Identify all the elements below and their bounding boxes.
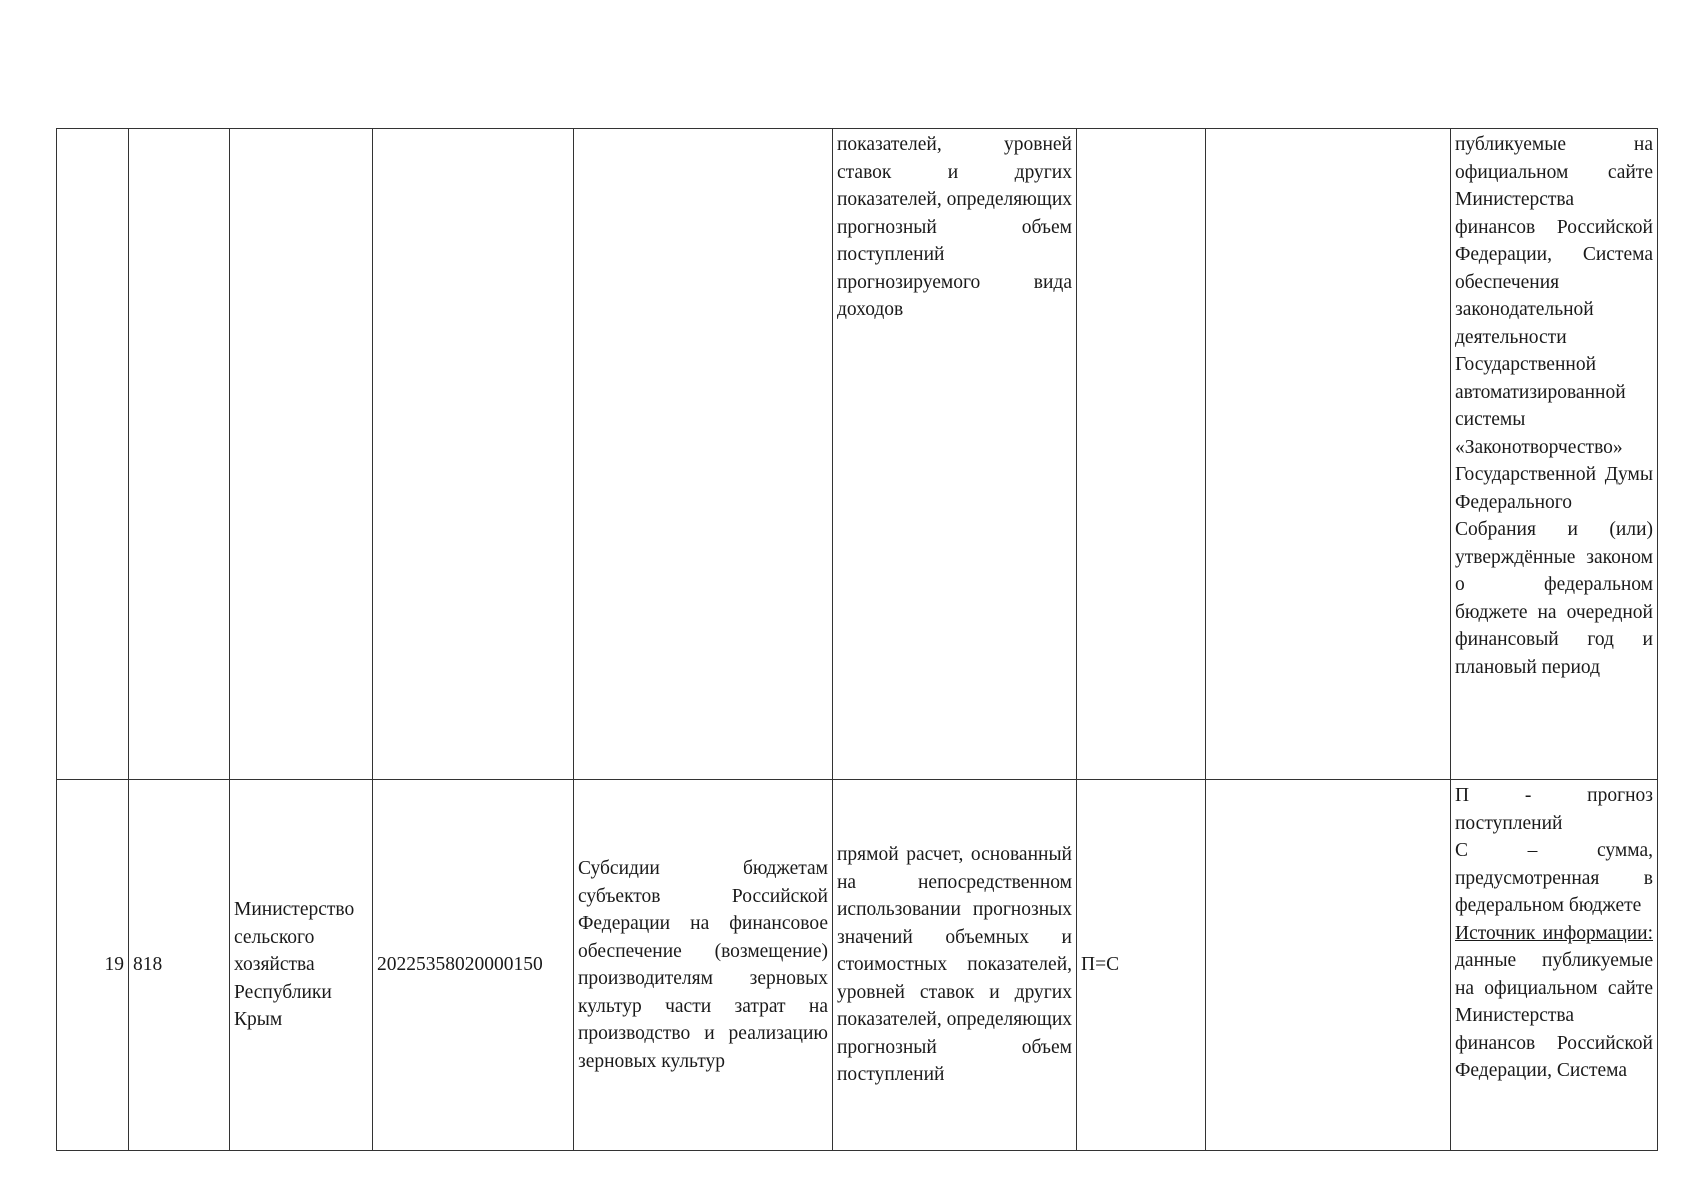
table-row-continued [57,129,1658,780]
table-row-19 [57,780,1658,1151]
cell-algorithm [1206,780,1451,1151]
desc-line-p: П - прогноз поступлений [1455,785,1653,834]
source-text: данные публикуемые на официальном сайте Министерства финансов Российской Федерации, Система [1455,950,1653,1081]
cell-admin-code: 818 [129,780,230,1151]
cell-description: публикуемые на официальном сайте Министерства финансов Российской Федерации, Система обеспечения законодательной деятельности Государственной автоматизированной системы «Законотворчество» Государственной Думы Федерального Собрания и (или) утверждённые законом о федеральном бюджете на очередной финансовый год и плановый период [1451,129,1658,780]
cell-admin-name [230,129,373,780]
cell-kbk [373,129,574,780]
desc-source [1455,920,1653,1085]
cell-revenue-name: Субсидии бюджетам субъектов Российской Федерации на финансовое обеспечение (возмещение) производителям зерновых культур части затрат на производство и реализацию зерновых культур [574,780,833,1151]
cell-formula [1077,129,1206,780]
cell-method: прямой расчет, основанный на непосредственном использовании прогнозных значений объемных и стоимостных показателей, уровней ставок и других показателей, определяющих прогнозный объем поступлений [833,780,1077,1151]
cell-description [1451,780,1658,1151]
cell-revenue-name [574,129,833,780]
cell-number: 19 [57,780,129,1151]
desc-line-c: С – сумма, предусмотренная в федеральном бюджете [1455,840,1653,916]
source-label: Источник информации: [1455,922,1653,944]
cell-formula: П=С [1077,780,1206,1151]
revenue-forecast-table [56,128,1658,1151]
cell-number [57,129,129,780]
cell-admin-name: Министерство сельского хозяйства Республики Крым [230,780,373,1151]
cell-admin-code [129,129,230,780]
cell-method: показателей, уровней ставок и других показателей, определяющих прогнозный объем поступлений прогнозируемого вида доходов [833,129,1077,780]
cell-algorithm [1206,129,1451,780]
cell-kbk: 20225358020000150 [373,780,574,1151]
